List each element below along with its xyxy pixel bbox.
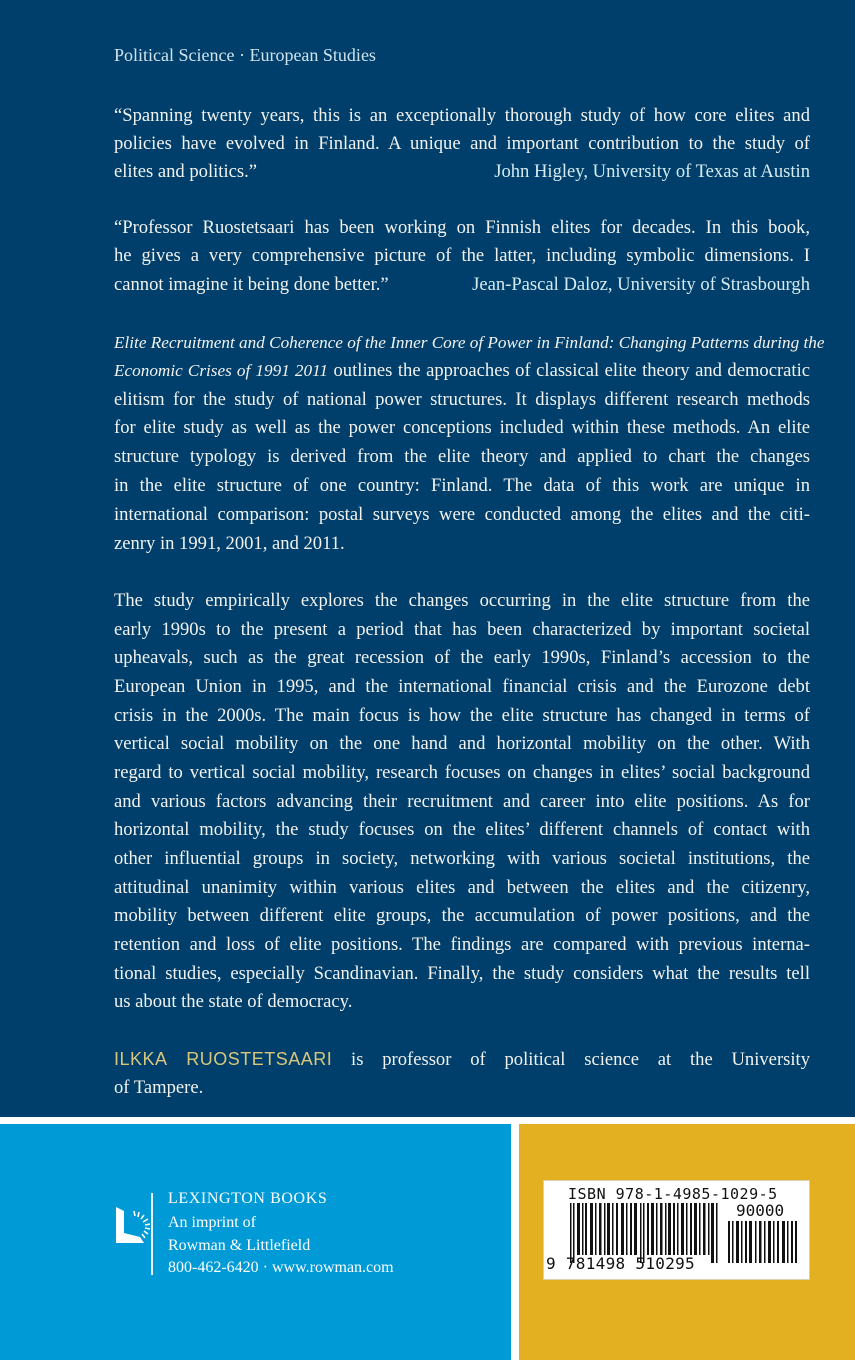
summary-line: early 1990s to the present a period that has been characterized by important societal: [114, 619, 810, 640]
endorsement-line: policies have evolved in Finland. A unique and important contribution to the study of: [114, 133, 810, 154]
endorsement-line: he gives a very comprehensive picture of the latter, including symbolic dimensions. I: [114, 245, 810, 266]
endorsement-line: “Professor Ruostetsaari has been working on Finnish elites for decades. In this book,: [114, 217, 810, 238]
summary-line: attitudinal unanimity within various elites and between the elites and the citizenry,: [114, 877, 810, 898]
description-line: for elite study as well as the power conceptions included within these methods. An elite: [114, 417, 810, 438]
description-line: structure typology is derived from the elite theory and applied to chart the changes: [114, 446, 810, 467]
summary-line: European Union in 1995, and the international financial crisis and the Eurozone debt: [114, 676, 810, 697]
publisher-divider: [151, 1193, 153, 1275]
publisher-imprint: An imprint of: [168, 1214, 256, 1231]
summary-line: mobility between different elite groups, the accumulation of power positions, and the: [114, 905, 810, 926]
author-name: ILKKA RUOSTETSAARI: [114, 1049, 333, 1069]
description-line: Economic Crises of 1991 2011 outlines the approaches of classical elite theory and democratic: [114, 360, 810, 381]
summary-line: vertical social mobility on the one hand and horizontal mobility on the other. With: [114, 733, 810, 754]
endorsement-line-last: cannot imagine it being done better.” Jean-Pascal Daloz, University of Strasbourgh: [114, 271, 810, 299]
publisher-name: LEXINGTON BOOKS: [168, 1190, 328, 1207]
summary-line: tional studies, especially Scandinavian. Finally, the study considers what the results tell: [114, 963, 810, 984]
category-label: Political Science · European Studies: [114, 45, 376, 65]
description-line: elitism for the study of national power structures. It displays different research methods: [114, 389, 810, 410]
summary-line: retention and loss of elite positions. The findings are compared with previous interna-: [114, 934, 810, 955]
summary-line: us about the state of democracy.: [114, 991, 353, 1012]
summary-line: The study empirically explores the changes occurring in the elite structure from the: [114, 590, 810, 611]
description-line: in the elite structure of one country: Finland. The data of this work are unique in: [114, 475, 810, 496]
lexington-logo-icon: [112, 1203, 156, 1247]
author-bio-line: of Tampere.: [114, 1077, 204, 1098]
book-title-line: Elite Recruitment and Coherence of the Inner Core of Power in Finland: Changing Patterns during the: [114, 333, 825, 352]
endorsement-line-last: elites and politics.” John Higley, University of Texas at Austin: [114, 158, 810, 186]
author-bio-line: ILKKA RUOSTETSAARI is professor of political science at the University: [114, 1049, 810, 1070]
endorsement-line: “Spanning twenty years, this is an exceptionally thorough study of how core elites and: [114, 105, 810, 126]
summary-line: horizontal mobility, the study focuses on the elites’ different channels of contact with: [114, 819, 810, 840]
publisher-contact: 800-462-6420 · www.rowman.com: [168, 1259, 394, 1276]
price-code: 90000: [736, 1201, 785, 1220]
isbn-label: ISBN 978-1-4985-1029-5: [568, 1185, 778, 1203]
description-line: zenry in 1991, 2001, and 2011.: [114, 533, 345, 554]
summary-line: crisis in the 2000s. The main focus is how the elite structure has changed in terms of: [114, 705, 810, 726]
publisher-parent: Rowman & Littlefield: [168, 1237, 311, 1254]
description-line: international comparison: postal surveys were conducted among the elites and the citi-: [114, 504, 810, 525]
summary-line: and various factors advancing their recruitment and career into elite positions. As for: [114, 791, 810, 812]
isbn-barcode: [543, 1180, 810, 1280]
summary-line: other influential groups in society, networking with various societal institutions, the: [114, 848, 810, 869]
summary-line: regard to vertical social mobility, research focuses on changes in elites’ social background: [114, 762, 810, 783]
addon-barcode-bars-icon: [728, 1221, 798, 1263]
book-title-line: Economic Crises of 1991 2011: [114, 361, 329, 380]
summary-line: upheavals, such as the great recession of the early 1990s, Finland’s accession to the: [114, 647, 810, 668]
endorsement-attribution: John Higley, University of Texas at Austin: [494, 161, 810, 182]
endorsement-attribution: Jean-Pascal Daloz, University of Strasbourgh: [472, 274, 810, 295]
ean-digits: 9 781498 510295: [546, 1254, 695, 1273]
